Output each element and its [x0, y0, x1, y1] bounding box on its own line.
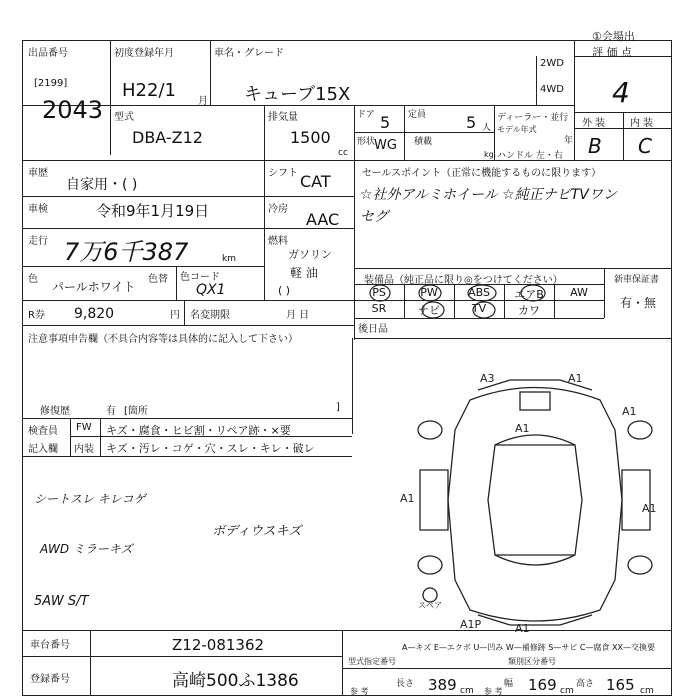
displacement-unit: cc [338, 148, 348, 158]
fuel-diesel: 軽 油 [290, 266, 318, 280]
category-label: 類別区分番号 [508, 657, 556, 666]
mark-a1-right: A1 [642, 502, 657, 515]
hand-note-4: 5AW S/T [34, 594, 89, 609]
mark-a1-front: A1 [568, 372, 583, 385]
interior-row-label: 内装 [74, 444, 94, 455]
length-label: 長さ [396, 679, 415, 689]
name-change-unit: 月 日 [286, 310, 310, 321]
sales-points-line2: セグ [360, 209, 388, 225]
drive-2wd: 2WD [540, 58, 564, 69]
mark-a1-roof: A1 [515, 422, 530, 435]
plate-label: 登録番号 [30, 674, 70, 685]
exterior-label: 外 装 [582, 118, 606, 129]
name-change-label: 名変期限 [190, 310, 230, 321]
lot-no-label: 出品番号 [28, 48, 68, 59]
shift-value: CAT [300, 172, 331, 191]
shift-label: シフト [268, 168, 298, 179]
width-label: 幅 [504, 679, 514, 689]
capacity-label: 定員 [408, 110, 427, 120]
hand-note-1: シートスレ キレコゲ [34, 492, 146, 506]
later-items-label: 後日品 [358, 324, 388, 335]
mark-a1-left: A1 [400, 492, 415, 505]
warranty-value: 有・無 [620, 296, 657, 310]
width-value: 169 [528, 676, 557, 694]
sales-points-line1: ☆社外アルミホイール ☆純正ナビTVワン [360, 187, 617, 203]
inspection-label: 車検 [28, 204, 48, 215]
mark-a1p: A1P [460, 618, 482, 631]
length-value: 389 [428, 676, 457, 694]
car-name-value: キューブ15X [244, 84, 351, 105]
recycle-unit: 円 [170, 310, 180, 321]
inspection-value: 令和9年1月19日 [96, 202, 210, 220]
car-name-label: 車名・グレード [214, 48, 284, 59]
history-value: 自家用・( ) [66, 177, 138, 193]
recycle-value: 9,820 [74, 306, 115, 322]
interior-value: C [638, 134, 652, 158]
equip-sr: SR [371, 302, 387, 315]
mileage-value: 7万6千387 [64, 238, 189, 266]
height-unit: cm [640, 686, 654, 696]
ref-label-length: 参 考 [350, 687, 369, 696]
month-unit: 月 [198, 96, 208, 107]
equip-ps: PS [372, 286, 386, 299]
load-label: 積載 [414, 137, 433, 147]
type-designation-label: 型式指定番号 [348, 657, 396, 666]
lot-code: [2199] [34, 78, 68, 89]
doors-label: ドア [357, 110, 375, 120]
car-damage-diagram [400, 370, 670, 640]
color-code-value: QX1 [196, 282, 226, 298]
mark-a1-rear: A1 [515, 622, 530, 635]
equip-abs: ABS [468, 286, 490, 299]
equip-tv: TV [471, 302, 487, 315]
mark-a3: A3 [480, 372, 495, 385]
sales-points-label: セールスポイント（正常に機能するものに限ります） [362, 168, 602, 179]
equip-airbag: エアB [514, 288, 544, 301]
interior-items: キズ・汚レ・コゲ・穴・スレ・キレ・破レ [106, 442, 315, 455]
lot-number: 2043 [42, 96, 104, 124]
width-unit: cm [560, 686, 574, 696]
first-reg-label: 初度登録年月 [114, 48, 174, 59]
damage-legend: A—キズ E—エクボ U—凹み W—補修跡 S—サビ C—腐食 XX—交換要 [402, 643, 656, 652]
exterior-value: B [588, 134, 602, 158]
inspector-label: 検査員 [28, 426, 58, 437]
displacement-value: 1500 [290, 128, 331, 147]
top-stamp: ①会場出 [592, 30, 635, 43]
aircon-label: 冷房 [268, 204, 288, 215]
model-year-label: モデル年式 [497, 125, 537, 134]
hand-note-3: AWD ミラーキズ [40, 542, 133, 556]
chassis-label: 車台番号 [30, 640, 70, 651]
plate-value: 高崎500ふ1386 [172, 671, 299, 691]
load-unit: kg [484, 150, 494, 159]
declaration-label: 注意事項申告欄（不具合内容等は具体的に記入して下さい） [28, 334, 298, 345]
mileage-label: 走行 [28, 236, 48, 247]
aircon-value: AAC [306, 210, 340, 229]
equipment-label: 装備品（純正品に限り◎をつけてください） [364, 275, 563, 286]
doors-value: 5 [380, 113, 391, 132]
equip-pw: PW [420, 286, 438, 299]
capacity-value: 5 [466, 113, 477, 132]
shape-label: 形状 [357, 137, 376, 147]
history-label: 車歴 [28, 168, 48, 179]
fuel-gasoline: ガソリン [288, 248, 332, 261]
color-label: 色 [28, 274, 38, 285]
fuel-other: ( ) [278, 284, 291, 297]
color-code-label: 色コード [180, 272, 220, 283]
equipment-circle-marks [354, 282, 574, 322]
color-value: パールホワイト [52, 280, 136, 294]
equip-leather: カワ [518, 304, 540, 317]
height-value: 165 [606, 676, 635, 694]
repair-close: ] [336, 402, 340, 413]
height-label: 高さ [576, 679, 595, 689]
displacement-label: 排気量 [268, 112, 298, 123]
grade-label: 評 価 点 [592, 46, 632, 59]
equip-aw: AW [570, 286, 588, 299]
fuel-label: 燃料 [268, 236, 288, 247]
dealer-label: ディーラー・並行 [497, 113, 569, 123]
repair-part: [箇所 [124, 406, 148, 417]
mark-a1-right-front: A1 [622, 405, 637, 418]
chassis-value: Z12-081362 [172, 636, 265, 654]
warranty-label: 新車保証書 [614, 275, 660, 285]
recycle-label: R券 [28, 310, 45, 321]
ref-label-width: 参 考 [484, 687, 503, 696]
model-value: DBA-Z12 [132, 128, 203, 147]
length-unit: cm [460, 686, 474, 696]
repair-label: 修復歴 [40, 406, 70, 417]
interior-label: 内 装 [630, 118, 654, 129]
repair-value: 有 [106, 406, 116, 417]
equip-navi: ナビ [418, 304, 440, 317]
grade-value: 4 [612, 76, 630, 109]
capacity-unit: 人 [482, 123, 492, 133]
first-reg-value: H22/1 [122, 80, 176, 101]
color-change-label: 色替 [148, 274, 168, 285]
fw-items: キズ・腐食・ヒビ割・リペア跡・×要 [106, 424, 291, 437]
model-label: 型式 [114, 112, 134, 123]
drive-4wd: 4WD [540, 84, 564, 95]
handle-label: ハンドル 左・右 [497, 151, 563, 161]
spare-label: スペア [418, 601, 442, 610]
fw-label: FW [76, 422, 92, 433]
shape-value: WG [374, 138, 397, 153]
year-unit: 年 [564, 136, 574, 146]
mileage-unit: km [222, 254, 236, 264]
hand-note-2: ボディウスキズ [212, 524, 302, 539]
record-label: 記入欄 [28, 444, 58, 455]
